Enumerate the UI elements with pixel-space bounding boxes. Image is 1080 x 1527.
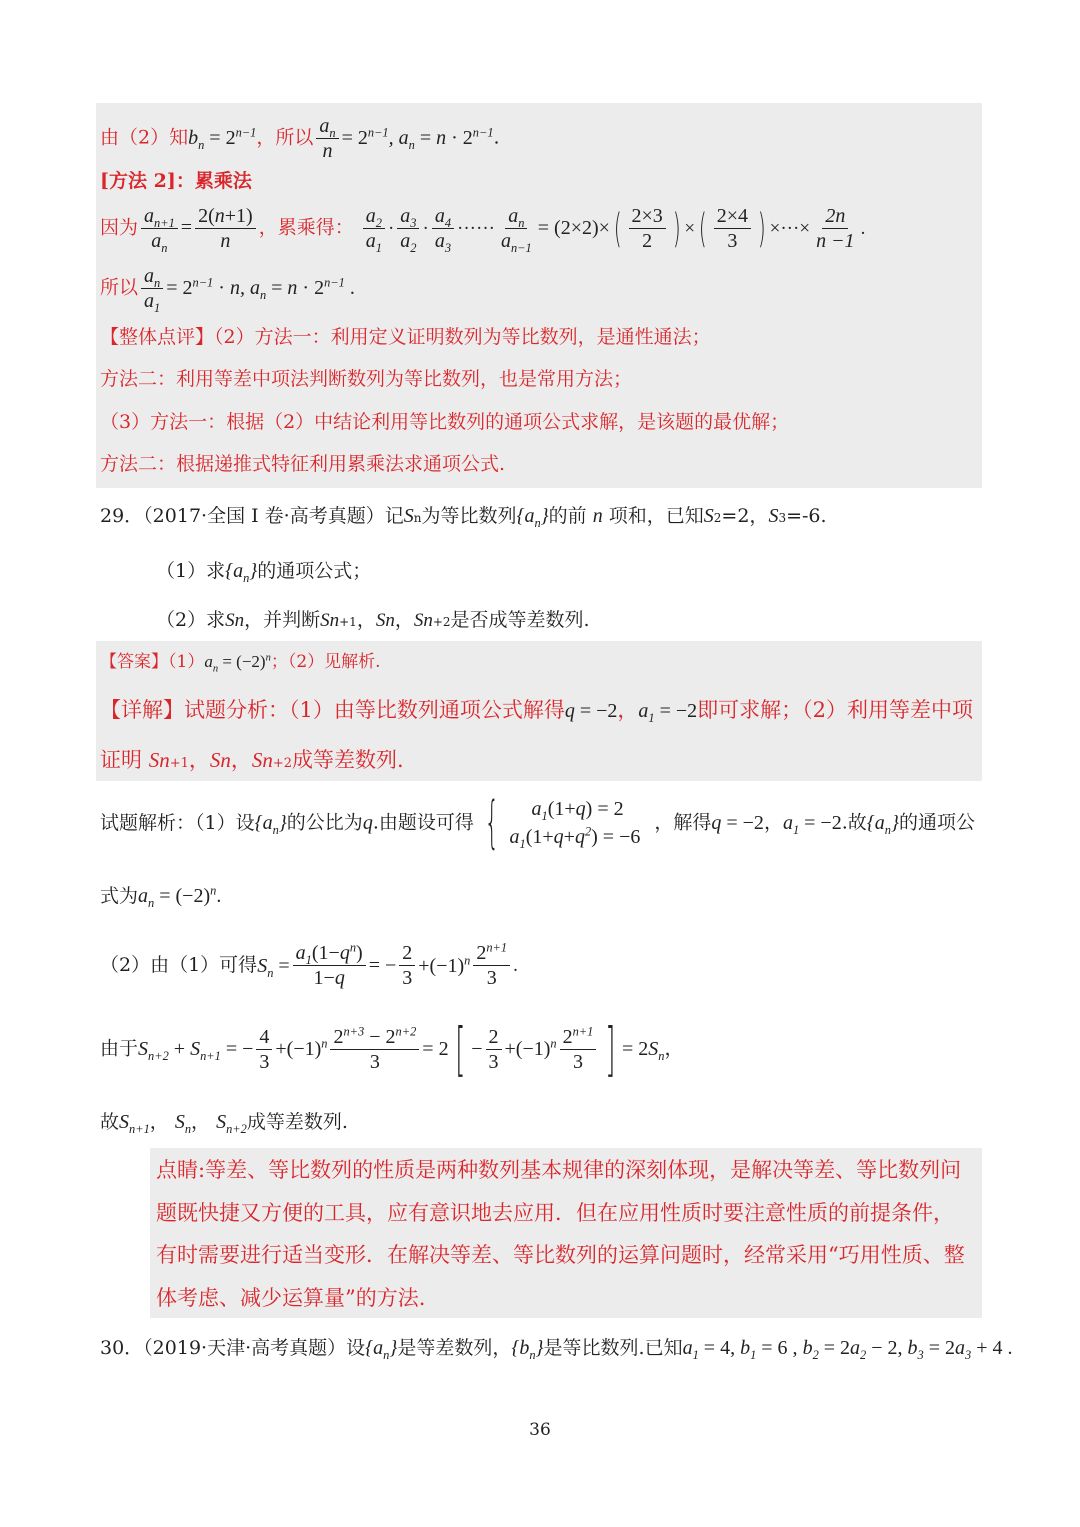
- tip-line-2: 题既快捷又方便的工具，应有意识地去应用．但在应用性质时要注意性质的前提条件，: [156, 1201, 954, 1225]
- question-29-part-1: （1）求$\{a_n\}$的通项公式；: [156, 560, 372, 585]
- question-29-stem: 29．（2017·全国 I 卷·高考真题）记Sn为等比数列$\{a_n\}$的前 n 项和，已知S2=2，S3=-6.: [100, 505, 827, 530]
- review-line-3: （3）方法一：根据（2）中结论利用等比数列的通项公式求解，是该题的最优解；: [100, 411, 790, 433]
- solution-therefore-line: 故$S_{n+1}$， $S_n$， $S_{n+2}$成等差数列.: [100, 1111, 348, 1136]
- detail-line-2: 证明 Sn+1，Sn，Sn+2成等差数列.: [100, 748, 404, 772]
- method2-title: [方法 2]：累乘法: [100, 170, 252, 192]
- review-line-4: 方法二：根据递推式特征利用累乘法求通项公式.: [100, 453, 506, 475]
- review-line-1: 【整体点评】（2）方法一：利用定义证明数列为等比数列，是通性通法；: [100, 326, 711, 348]
- method1-conclusion: 由（2）知$b_n = 2^{n-1}$，所以 $\frac{a_n}{n}$ = $2^{n-1}$, $a_n = n \cdot 2^{n-1}$.: [100, 115, 500, 162]
- tip-line-4: 体考虑、减少运算量”的方法.: [156, 1286, 426, 1310]
- question-29-part-2: （2）求Sn，并判断Sn+1，Sn，Sn+2是否成等差数列.: [156, 609, 590, 631]
- answer-line: 【答案】$(1)a_n = (-2)^n$；（2）见解析.: [100, 652, 381, 675]
- solution-since-line: 由于$S_{n+2} + S_{n+1}$ = − $\frac{4}{3}$ $+(-1)^n$ $\frac{2^{n+3} - 2^{n+2}}{3}$ = 2 [ − $\frac{2}{3}$ $+(-1)^n$ $\frac{2^{n+1}}{3}$ ] = $2S_n$，: [100, 1015, 684, 1083]
- review-line-2: 方法二：利用等差中项法判断数列为等比数列，也是常用方法；: [100, 368, 633, 390]
- question-30-stem: 30．（2019·天津·高考真题）设$\{a_n\}$是等差数列，$\{b_n\}$是等比数列.已知$a_1 = 4$, $b_1 = 6$ , $b_2 = 2a_2 - 2$, $b_3 = 2a_3 + 4$ .: [100, 1337, 1013, 1362]
- solution-line-2: 式为$a_n = (-2)^n$.: [100, 883, 222, 910]
- method2-derivation: 因为 $\frac{a_{n+1}}{a_n}$ = $\frac{2(n+1)}{n}$ ，累乘得： $\frac{a_2}{a_1}$ · $\frac{a_3}{a_2}$ · $\frac{a_4}{a_3}$ ······ $\frac{a_n}{a_{n-1}}$ = (2×2)×( $\frac{2\times 3}{2}$ ) ×( $\frac{2\times 4}{3}$ ) ×···× $\frac{2n}{n -1}$ .: [100, 205, 866, 255]
- tip-line-3: 有时需要进行适当变形．在解决等差、等比数列的运算问题时，经常采用“巧用性质、整: [156, 1243, 965, 1267]
- tip-line-1: 点睛:等差、等比数列的性质是两种数列基本规律的深刻体现，是解决等差、等比数列问: [156, 1158, 962, 1182]
- method2-result: 所以 $\frac{a_n}{a_1}$ = $2^{n-1} \cdot n$, $a_n = n \cdot 2^{n-1}$ .: [100, 265, 355, 315]
- solution-line-1: 试题解析：（1）设$\{a_n\}$的公比为q.由题设可得 { $a_1(1+q) = 2$ $a_1(1+q+q^2) = -6$ ，解得q = −2，$a_1 = -2$.故$\{a_n\}$的通项公: [100, 790, 975, 855]
- solution-part-2: （2）由（1）可得$S_n$ = $\frac{a_1(1-q^n)}{1-q}$ = − $\frac{2}{3}$ $+(-1)^n$ $\frac{2^{n+1}}{3}$ .: [100, 940, 518, 989]
- page-number: 36: [529, 1420, 551, 1440]
- detail-line-1: 【详解】试题分析：（1）由等比数列通项公式解得q = −2，$a_1 = -2$即可求解；（2）利用等差中项: [100, 698, 974, 725]
